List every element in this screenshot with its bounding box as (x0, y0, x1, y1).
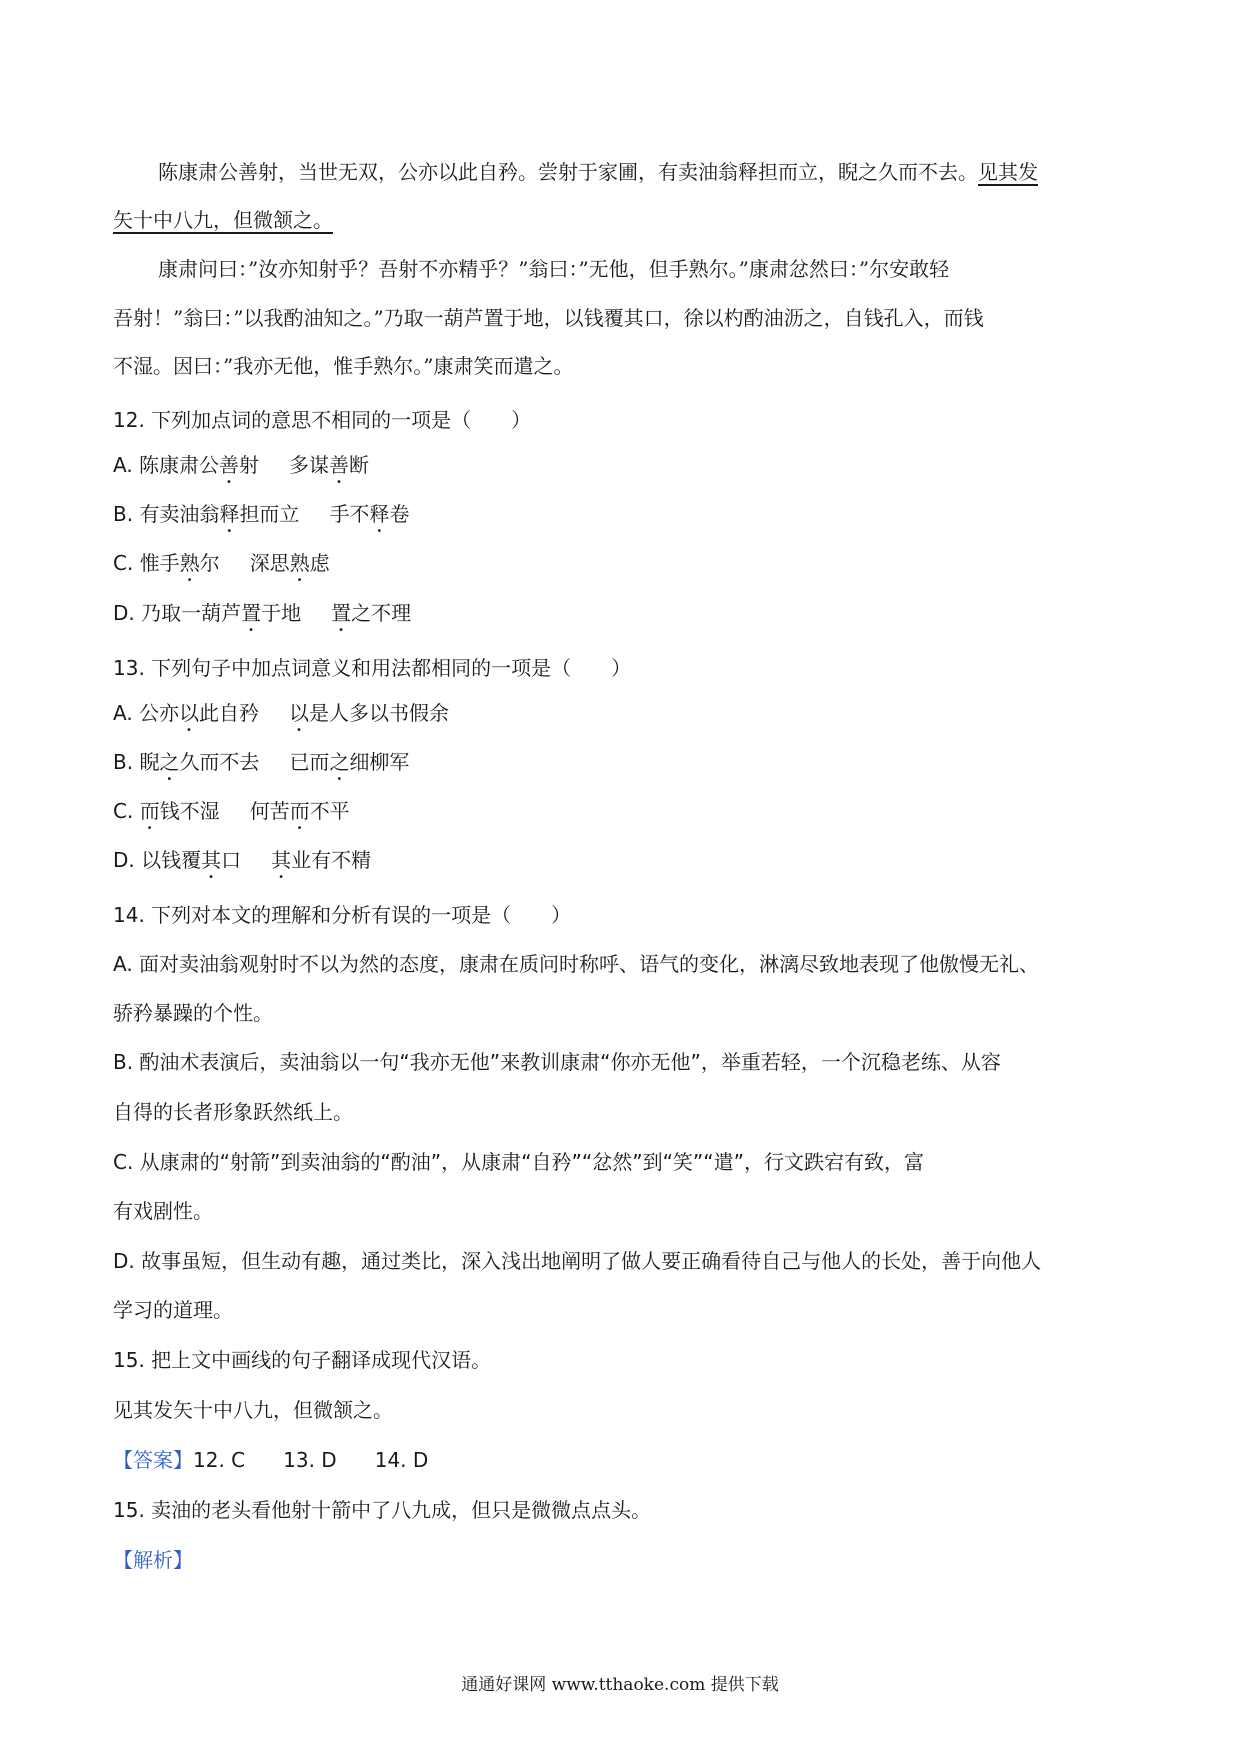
question-14-option-d-line-2: 学习的道理。 (113, 1298, 233, 1322)
dotted-word: 之 (159, 750, 180, 774)
passage-line-5: 不湿。因曰：”我亦无他，惟手熟尔。”康肃笑而遣之。 (113, 354, 574, 378)
question-12-stem: 12. 下列加点词的意思不相同的一项是（ ） (113, 408, 532, 432)
question-13-stem: 13. 下列句子中加点词意义和用法都相同的一项是（ ） (113, 656, 632, 680)
dotted-word: 熟 (289, 551, 310, 575)
question-12-option-d: D. 乃取一葫芦置于地 置之不理 (113, 601, 412, 625)
dotted-word: 其 (201, 848, 222, 872)
question-14-stem: 14. 下列对本文的理解和分析有误的一项是（ ） (113, 903, 572, 927)
question-14-option-c-line-1: C. 从康肃的“射箭”到卖油翁的“酌油”，从康肃“自矜”“忿然”到“笑”“遣”，行文跌宕有致，富 (113, 1150, 925, 1174)
question-12-option-c: C. 惟手熟尔 深思熟虑 (113, 551, 330, 575)
question-12-option-a: A. 陈康肃公善射 多谋善断 (113, 453, 370, 477)
answer-line (113, 1446, 428, 1474)
question-14-option-a-line-2: 骄矜暴躁的个性。 (113, 1001, 273, 1025)
answer-13: 13. D (283, 1448, 337, 1472)
answer-14: 14. D (374, 1448, 429, 1472)
question-13-option-c: C. 而钱不湿 何苦而不平 (113, 799, 350, 823)
dotted-word: 而 (139, 799, 160, 823)
question-13-option-d: D. 以钱覆其口 其业有不精 (113, 848, 372, 872)
question-14-option-c-line-2: 有戏剧性。 (113, 1199, 213, 1223)
question-14-option-b-line-2: 自得的长者形象跃然纸上。 (113, 1100, 353, 1124)
answer-12: 12. C (193, 1448, 246, 1472)
passage-line-4: 吾射！”翁曰：”以我酌油知之。”乃取一葫芦置于地，以钱覆其口，徐以杓酌油沥之，自钱孔入，而钱 (113, 306, 984, 330)
underlined-sentence: 矢十中八九，但微颔之。 (113, 208, 333, 232)
passage-text: 陈康肃公善射，当世无双，公亦以此自矜。尝射于家圃，有卖油翁释担而立，睨之久而不去。 (158, 160, 978, 184)
dotted-word: 释 (369, 502, 390, 526)
dotted-word: 善 (329, 453, 350, 477)
analysis-tag: 【解析】 (113, 1548, 193, 1572)
question-13-option-a: A. 公亦以此自矜 以是人多以书假余 (113, 701, 450, 725)
underlined-sentence: 见其发 (978, 160, 1038, 184)
dotted-word: 以 (179, 701, 200, 725)
question-14-option-d-line-1: D. 故事虽短，但生动有趣，通过类比，深入浅出地阐明了做人要正确看待自己与他人的长处，善于向他人 (113, 1249, 1042, 1273)
dotted-word: 以 (289, 701, 310, 725)
dotted-word: 之 (329, 750, 350, 774)
question-14-option-a-line-1: A. 面对卖油翁观射时不以为然的态度，康肃在质问时称呼、语气的变化，淋漓尽致地表现了他傲慢无礼、 (113, 952, 1040, 976)
question-14-option-b-line-1: B. 酌油术表演后，卖油翁以一句“我亦无他”来教训康肃“你亦无他”，举重若轻，一个沉稳老练、从容 (113, 1050, 1001, 1074)
answer-15: 15. 卖油的老头看他射十箭中了八九成，但只是微微点点头。 (113, 1498, 652, 1522)
passage-line-3: 康肃问曰：”汝亦知射乎？吾射不亦精乎？”翁曰：”无他，但手熟尔。”康肃忿然曰：”尔安敢轻 (158, 257, 950, 281)
answer-tag: 【答案】 (113, 1448, 193, 1472)
question-15-stem: 15. 把上文中画线的句子翻译成现代汉语。 (113, 1348, 492, 1372)
question-12-option-b: B. 有卖油翁释担而立 手不释卷 (113, 502, 410, 526)
dotted-word: 熟 (179, 551, 200, 575)
passage-line-1 (158, 158, 1038, 186)
dotted-word: 置 (241, 601, 262, 625)
question-15-sentence: 见其发矢十中八九，但微颔之。 (113, 1398, 393, 1422)
dotted-word: 善 (219, 453, 240, 477)
dotted-word: 而 (289, 799, 310, 823)
passage-line-2 (113, 206, 333, 234)
page-footer: 通通好课网 www.tthaoke.com 提供下载 (461, 1675, 779, 1695)
question-13-option-b: B. 睨之久而不去 已而之细柳军 (113, 750, 410, 774)
dotted-word: 其 (271, 848, 292, 872)
dotted-word: 释 (219, 502, 240, 526)
dotted-word: 置 (331, 601, 352, 625)
